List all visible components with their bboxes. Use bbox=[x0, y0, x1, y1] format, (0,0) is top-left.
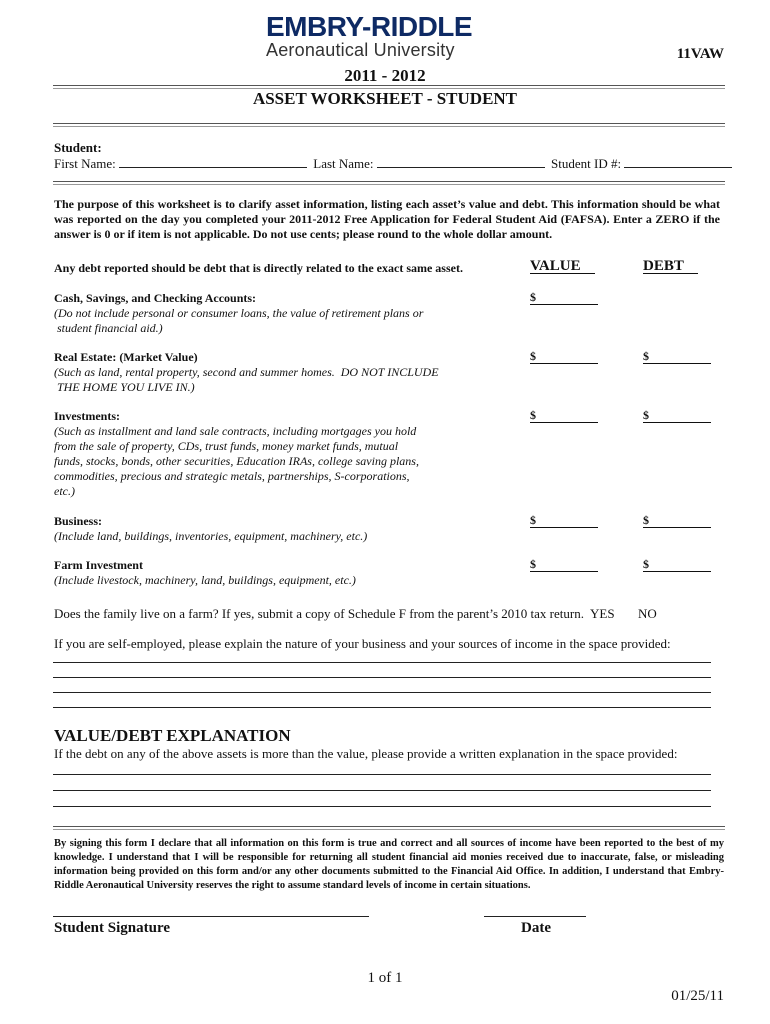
asset-description-line: etc.) bbox=[54, 484, 75, 498]
student-id-label: Student ID #: bbox=[551, 156, 622, 171]
asset-value-field[interactable]: $ bbox=[530, 350, 598, 364]
asset-label: Business: bbox=[54, 514, 103, 528]
debt-column-header: DEBT bbox=[643, 258, 698, 275]
asset-label: Investments: bbox=[54, 409, 120, 423]
asset-label: Real Estate: (Market Value) bbox=[54, 350, 198, 364]
date-label: Date bbox=[521, 920, 551, 936]
self-employed-line-2[interactable] bbox=[53, 677, 711, 678]
asset-description-line: funds, stocks, bonds, other securities, Education IRAs, college saving plans, bbox=[54, 454, 419, 468]
asset-debt-field[interactable]: $ bbox=[643, 350, 711, 364]
asset-description-line: (Such as land, rental property, second and summer homes. DO NOT INCLUDE bbox=[54, 365, 439, 379]
first-name-label: First Name: bbox=[54, 156, 116, 171]
asset-description-line: (Include livestock, machinery, land, buildings, equipment, etc.) bbox=[54, 573, 356, 587]
asset-value-field[interactable]: $ bbox=[530, 291, 598, 305]
asset-description-line: from the sale of property, CDs, trust funds, money market funds, mutual bbox=[54, 439, 399, 453]
asset-row bbox=[54, 350, 494, 395]
explanation-line-3[interactable] bbox=[53, 806, 711, 807]
self-employed-line-4[interactable] bbox=[53, 707, 711, 708]
asset-debt-field[interactable]: $ bbox=[643, 409, 711, 423]
declaration-paragraph: By signing this form I declare that all information on this form is true and correct and all sources of income have been reported to the best of my knowledge. I understand that I will be responsible for returning all student financial aid monies received due to inaccurate, false, or misleading information being provided on this form and/or any other documents submitted to the Financial Aid Office. In addition, I understand that Embry-Riddle Aeronautical University reserves the right to assume standard levels of income in certain situations. bbox=[54, 838, 724, 891]
asset-description-line: (Do not include personal or consumer loans, the value of retirement plans or bbox=[54, 306, 424, 320]
form-code: 11VAW bbox=[676, 46, 724, 62]
last-name-label: Last Name: bbox=[313, 156, 374, 171]
page-number: 1 of 1 bbox=[367, 970, 403, 986]
student-signature-label: Student Signature bbox=[54, 920, 171, 936]
student-rule bbox=[53, 181, 725, 182]
title-rule bbox=[53, 123, 725, 124]
declaration-rule bbox=[53, 826, 725, 827]
farm-question: Does the family live on a farm? If yes, submit a copy of Schedule F from the parent’s 2010 tax return. bbox=[54, 606, 584, 621]
asset-label: Cash, Savings, and Checking Accounts: bbox=[54, 291, 257, 305]
student-id-field[interactable] bbox=[624, 156, 732, 168]
aid-year: 2011 - 2012 bbox=[344, 66, 426, 85]
asset-value-field[interactable]: $ bbox=[530, 558, 598, 572]
value-debt-instruction: If the debt on any of the above assets is more than the value, please provide a written explanation in the space provided: bbox=[54, 746, 678, 761]
university-logo-wordmark: EMBRY-RIDDLE bbox=[266, 11, 473, 42]
self-employed-line-3[interactable] bbox=[53, 692, 711, 693]
debt-note: Any debt reported should be debt that is directly related to the exact same asset. bbox=[54, 261, 463, 275]
self-employed-instruction: If you are self-employed, please explain the nature of your business and your sources of income in the space provided: bbox=[54, 636, 671, 651]
asset-description-line: student financial aid.) bbox=[54, 321, 163, 335]
asset-description-line: commodities, precious and strategic metals, partnerships, S-corporations, bbox=[54, 469, 410, 483]
farm-no-option[interactable]: NO bbox=[638, 606, 657, 621]
asset-debt-field[interactable]: $ bbox=[643, 558, 711, 572]
asset-row bbox=[54, 514, 494, 544]
value-debt-heading: VALUE/DEBT EXPLANATION bbox=[54, 726, 291, 745]
purpose-paragraph: The purpose of this worksheet is to clarify asset information, listing each asset’s value and debt. This information should be what was reported on the day you completed your 2011-2012 Free Application for Federal Student Aid (FAFSA). Enter a ZERO if the answer is 0 or if item is not applicable. Do not use cents; please round to the whole dollar amount. bbox=[54, 197, 720, 241]
value-column-header: VALUE bbox=[530, 258, 595, 275]
date-line[interactable] bbox=[484, 916, 586, 917]
page-title: ASSET WORKSHEET - STUDENT bbox=[252, 89, 518, 108]
asset-row bbox=[54, 291, 494, 336]
asset-description-line: (Include land, buildings, inventories, equipment, machinery, etc.) bbox=[54, 529, 368, 543]
asset-description-line: THE HOME YOU LIVE IN.) bbox=[54, 380, 195, 394]
student-signature-line[interactable] bbox=[53, 916, 369, 917]
student-heading: Student: bbox=[54, 140, 102, 155]
asset-value-field[interactable]: $ bbox=[530, 514, 598, 528]
first-name-field[interactable] bbox=[119, 156, 307, 168]
asset-label: Farm Investment bbox=[54, 558, 143, 572]
asset-row bbox=[54, 409, 494, 499]
asset-debt-field[interactable]: $ bbox=[643, 514, 711, 528]
asset-value-field[interactable]: $ bbox=[530, 409, 598, 423]
asset-description-line: (Such as installment and land sale contracts, including mortgages you hold bbox=[54, 424, 417, 438]
explanation-line-1[interactable] bbox=[53, 774, 711, 775]
university-logo-subtitle: Aeronautical University bbox=[266, 40, 455, 60]
asset-row bbox=[54, 558, 494, 588]
revision-date: 01/25/11 bbox=[671, 988, 724, 1004]
last-name-field[interactable] bbox=[377, 156, 545, 168]
student-name-row bbox=[54, 156, 732, 171]
explanation-line-2[interactable] bbox=[53, 790, 711, 791]
farm-yes-option[interactable]: YES bbox=[590, 606, 615, 621]
self-employed-line-1[interactable] bbox=[53, 662, 711, 663]
